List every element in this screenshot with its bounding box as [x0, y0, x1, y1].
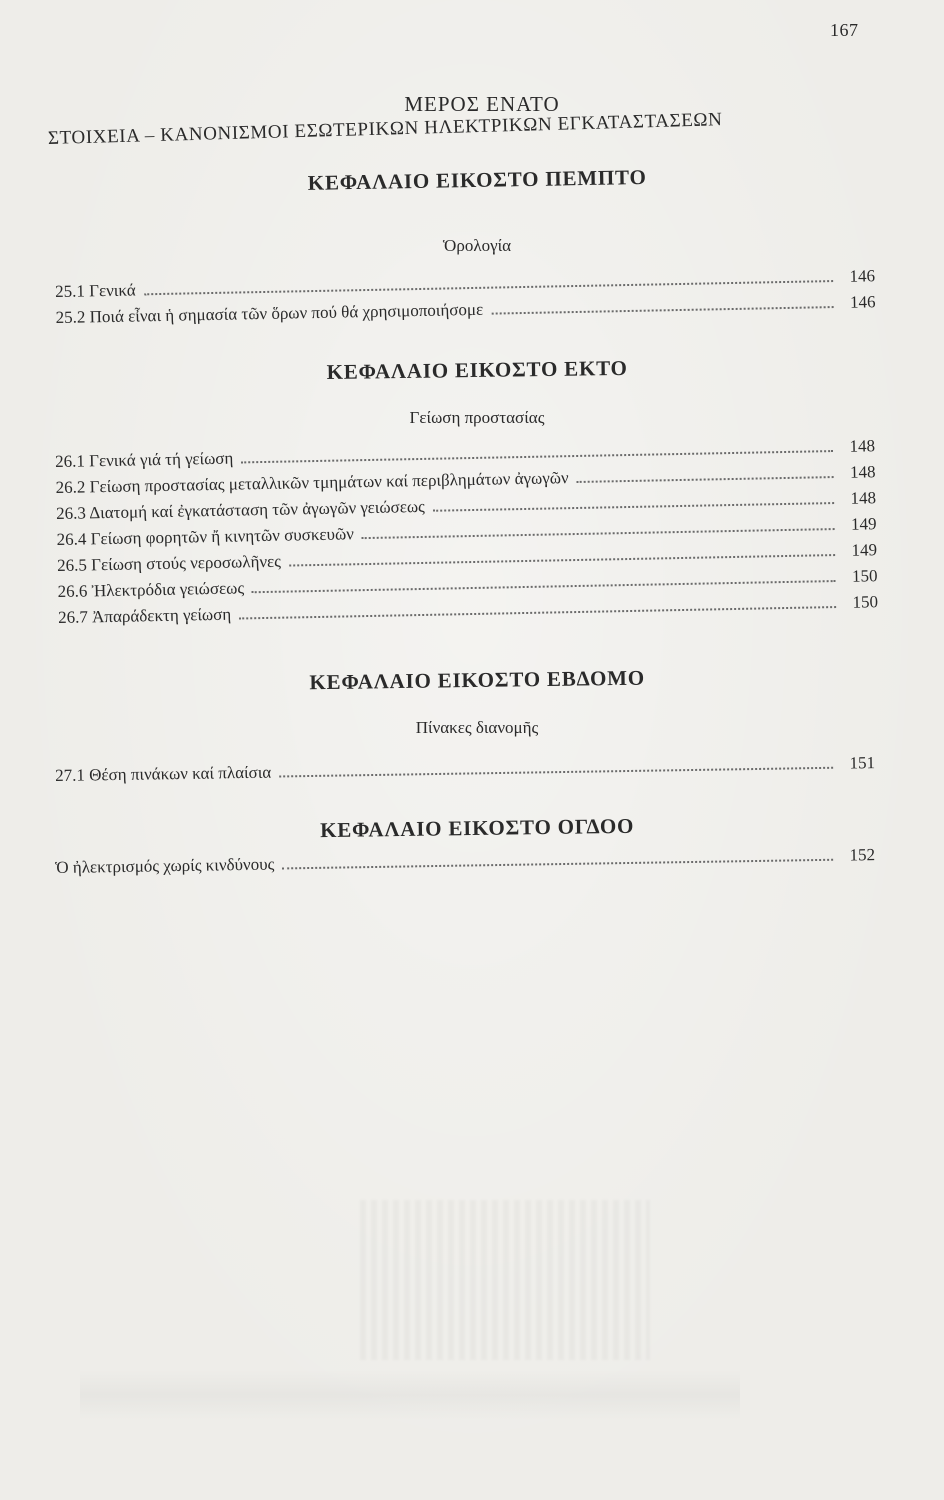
dot-leader — [289, 553, 835, 566]
chapter-subtitle-block — [0, 718, 944, 738]
chapter-subtitle: Πίνακες διανομῆς — [415, 718, 539, 737]
chapter-subtitle: Γείωση προστασίας — [409, 408, 545, 427]
dot-leader — [144, 279, 833, 295]
chapter-heading: ΚΕΦΑΛΑΙΟ ΕΙΚΟΣΤΟ ΕΚΤΟ — [326, 355, 628, 385]
chapter-block — [0, 160, 944, 201]
toc-entry-page: 148 — [850, 488, 877, 508]
toc-entry-label: 26.5 Γείωση στούς νεροσωλῆνες — [56, 551, 282, 575]
toc-list — [55, 753, 875, 792]
dot-leader — [362, 527, 835, 539]
toc-entry-page: 152 — [849, 845, 876, 865]
toc-list — [55, 436, 878, 634]
toc-entry-label: 26.2 Γείωση προστασίας μεταλλικῶν τμημάτων καί περιβλημάτων ἀγωγῶν — [55, 468, 569, 497]
toc-entry-page: 150 — [852, 592, 879, 612]
toc-list — [55, 266, 876, 334]
dot-leader — [577, 475, 834, 483]
toc-entry-label: 26.6 Ἠλεκτρόδια γειώσεως — [57, 578, 245, 601]
dot-leader — [491, 305, 833, 315]
toc-entry-page: 148 — [849, 462, 876, 482]
toc-entry-page: 150 — [851, 566, 878, 586]
part-subtitle: ΣΤΟΙΧΕΙΑ – ΚΑΝΟΝΙΣΜΟΙ ΕΣΩΤΕΡΙΚΩΝ ΗΛΕΚΤΡΙΚΩΝ ΕΓΚΑΤΑΣΤΑΣΕΩΝ — [47, 109, 723, 149]
page-number: 167 — [830, 20, 859, 40]
part-title: ΜΕΡΟΣ ΕΝΑΤΟ — [404, 92, 560, 116]
toc-entry-label: 27.1 Θέση πινάκων καί πλαίσια — [55, 762, 272, 785]
toc-entry-page: 149 — [850, 514, 877, 534]
dot-leader — [282, 858, 833, 870]
dot-leader — [252, 579, 835, 593]
toc-entry-label: Ὁ ἠλεκτρισμός χωρίς κινδύνους — [55, 854, 275, 877]
toc-entry-label: 25.2 Ποιά εἶναι ἡ σημασία τῶν ὅρων πού θά χρησιμοποιήσομε — [55, 299, 484, 327]
chapter-subtitle-block — [0, 236, 944, 256]
toc-entry-label: 26.3 Διατομή καί ἐγκατάσταση τῶν ἀγωγῶν γειώσεως — [55, 496, 425, 523]
chapter-block — [0, 351, 944, 389]
toc-entry-page: 146 — [849, 292, 876, 312]
chapter-block — [0, 809, 944, 847]
toc-entry-label: 26.1 Γενικά γιά τή γείωση — [55, 448, 234, 471]
toc-entry-label: 26.7 Ἀπαράδεκτη γείωση — [57, 604, 232, 627]
toc-list — [55, 845, 875, 884]
chapter-subtitle-block — [0, 408, 944, 428]
toc-entry-label: 25.1 Γενικά — [55, 280, 136, 301]
toc-entry-page: 148 — [849, 436, 876, 456]
toc-entry[interactable] — [55, 753, 875, 792]
chapter-heading: ΚΕΦΑΛΑΙΟ ΕΙΚΟΣΤΟ ΟΓΔΟΟ — [319, 813, 635, 843]
bleed-through-smudge — [80, 1370, 740, 1420]
toc-entry-label: 26.4 Γείωση φορητῶν ἤ κινητῶν συσκευῶν — [56, 524, 355, 549]
bleed-through-smudge — [360, 1200, 650, 1360]
toc-entry-page: 146 — [849, 266, 876, 286]
chapter-heading: ΚΕΦΑΛΑΙΟ ΕΙΚΟΣΤΟ ΕΒΔΟΜΟ — [309, 665, 646, 695]
dot-leader — [239, 605, 836, 619]
chapter-heading: ΚΕΦΑΛΑΙΟ ΕΙΚΟΣΤΟ ΠΕΜΠΤΟ — [307, 164, 647, 195]
dot-leader — [279, 766, 833, 778]
toc-entry[interactable] — [55, 845, 875, 884]
chapter-block — [0, 661, 944, 699]
toc-entry-page: 149 — [851, 540, 878, 560]
chapter-subtitle: Ὁρολογία — [442, 236, 512, 255]
toc-entry-page: 151 — [849, 753, 876, 773]
dot-leader — [433, 501, 834, 512]
dot-leader — [241, 449, 833, 463]
